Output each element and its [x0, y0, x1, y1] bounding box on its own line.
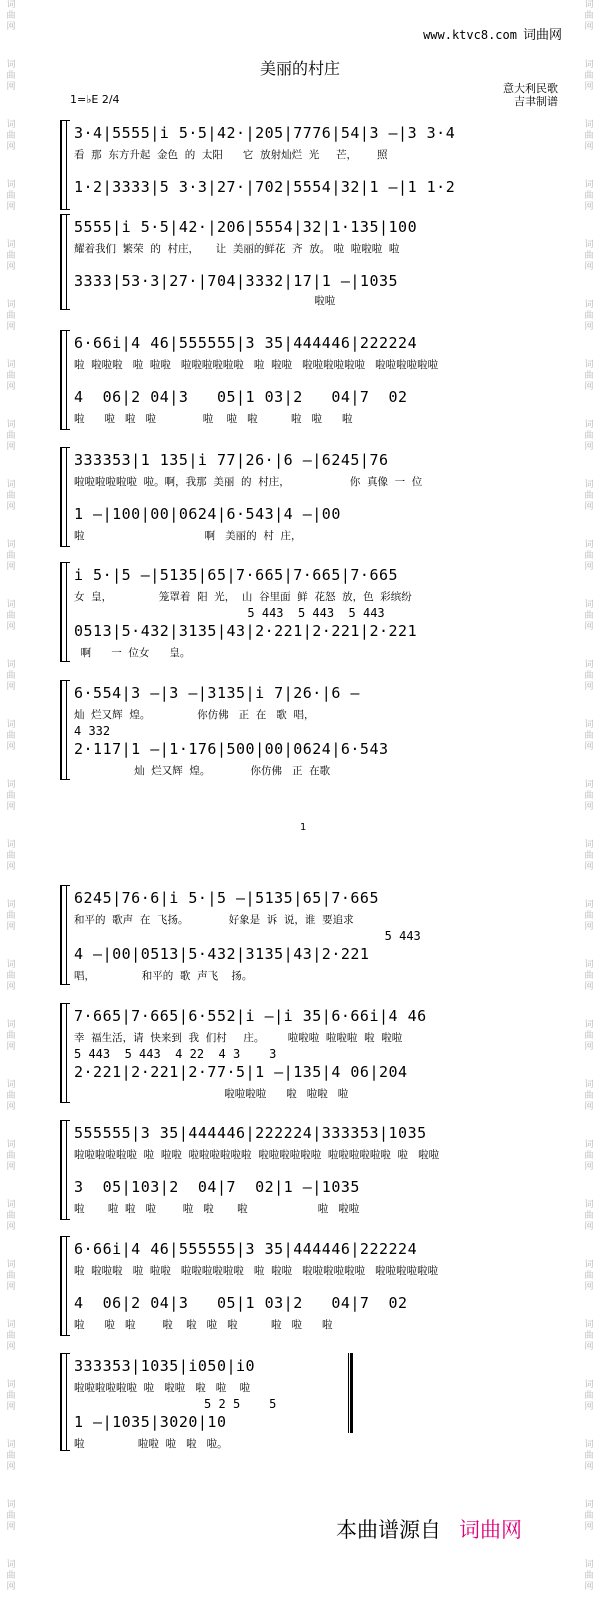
upper-lyrics: 啦啦啦啦啦啦 啦 啦啦 啦 啦 啦 — [74, 1382, 251, 1394]
watermark-text: 词 曲 网 — [6, 1080, 16, 1112]
upper-lyrics: 和平的 歌声 在 飞扬。 好象是 诉 说，谁 要追求 — [74, 914, 354, 926]
watermark-left — [2, 0, 20, 1597]
upper-staff: 333353|1 135|i 77|26·|6 —|6245|76 — [74, 451, 389, 469]
watermark-text: 词 曲 网 — [6, 1200, 16, 1232]
score-system — [60, 1120, 548, 1220]
harmony-notes: 4 332 — [74, 724, 111, 738]
lower-lyrics: 啦 啦 啦 啦 啦 啦 啦 啦 啦 啦 — [74, 413, 353, 425]
watermark-text: 词 曲 网 — [6, 1140, 16, 1172]
score-system — [60, 214, 548, 310]
watermark-text: 词 曲 网 — [6, 720, 16, 752]
watermark-text: 词 曲 网 — [584, 300, 594, 332]
system-line — [66, 1236, 67, 1336]
upper-lyrics: 女 皇， 笼罩着 阳 光， 山 谷里面 鲜 花怒 放，色 彩缤纷 — [74, 591, 412, 603]
watermark-text: 词 曲 网 — [6, 1260, 16, 1292]
system-brace — [60, 885, 69, 985]
watermark-text: 词 曲 网 — [6, 480, 16, 512]
score-system — [60, 1353, 548, 1451]
score-system — [60, 1236, 548, 1336]
watermark-text: 词 曲 网 — [584, 1440, 594, 1472]
watermark-text: 词 曲 网 — [584, 600, 594, 632]
upper-lyrics: 看 那 东方升起 金色 的 太阳 它 放射灿烂 光 芒， 照 — [74, 149, 388, 161]
watermark-text: 词 曲 网 — [584, 720, 594, 752]
score-system — [60, 680, 548, 780]
system-line — [66, 1003, 67, 1103]
watermark-text: 词 曲 网 — [6, 1380, 16, 1412]
upper-staff: 6·554|3 —|3 —|3135|i 7|26·|6 — — [74, 684, 360, 702]
system-brace — [60, 1236, 69, 1336]
harmony-notes: 5 443 5 443 5 443 — [74, 606, 385, 620]
upper-lyrics: 灿 烂又辉 煌。 你仿佛 正 在 歌 唱， — [74, 709, 315, 721]
watermark-text: 词 曲 网 — [6, 1320, 16, 1352]
watermark-text: 词 曲 网 — [6, 0, 16, 32]
harmony-notes: 5 2 5 5 — [74, 1397, 277, 1411]
lower-lyrics: 啦 啊 美丽的 村 庄， — [74, 530, 302, 542]
system-brace — [60, 680, 69, 780]
upper-lyrics: 幸 福生活，请 快来到 我 们村 庄。 啦啦啦 啦啦啦 啦 啦啦 — [74, 1032, 403, 1044]
song-arranger: 吉聿制谱 — [514, 95, 558, 108]
upper-staff: 6·66i|4 46|555555|3 35|444446|222224 — [74, 334, 418, 352]
lower-staff: 3333|53·3|27·|704|3332|17|1 —|1035 — [74, 272, 399, 290]
system-brace — [60, 562, 69, 662]
system-line — [66, 120, 67, 210]
song-title: 美丽的村庄 — [259, 59, 340, 78]
watermark-text: 词 曲 网 — [584, 1560, 594, 1592]
upper-staff: i 5·|5 —|5135|65|7·665|7·665|7·665 — [74, 566, 399, 584]
watermark-text: 词 曲 网 — [584, 540, 594, 572]
watermark-text: 词 曲 网 — [6, 300, 16, 332]
lower-staff: 4 06|2 04|3 05|1 03|2 04|7 02 — [74, 1294, 408, 1312]
page-number: 1 — [300, 822, 307, 833]
score-system — [60, 447, 548, 547]
lower-lyrics: 啦 啦 啦 啦 啦 啦 啦 啦 啦啦 — [74, 1203, 360, 1215]
system-line — [66, 214, 67, 310]
watermark-text: 词 曲 网 — [6, 540, 16, 572]
lower-staff: 2·221|2·221|2·77·5|1 —|135|4 06|204 — [74, 1063, 408, 1081]
final-barline — [348, 1353, 353, 1433]
lower-staff: 2·117|1 —|1·176|500|00|0624|6·543 — [74, 740, 389, 758]
watermark-text: 词 曲 网 — [584, 1260, 594, 1292]
watermark-text: 词 曲 网 — [584, 360, 594, 392]
watermark-text: 词 曲 网 — [6, 660, 16, 692]
upper-lyrics: 啦 啦啦啦 啦 啦啦 啦啦啦啦啦啦 啦 啦啦 啦啦啦啦啦啦 啦啦啦啦啦啦 — [74, 1265, 439, 1277]
score-system — [60, 1003, 548, 1103]
system-line — [66, 447, 67, 547]
watermark-text: 词 曲 网 — [6, 960, 16, 992]
watermark-text: 词 曲 网 — [6, 840, 16, 872]
upper-lyrics: 啦 啦啦啦 啦 啦啦 啦啦啦啦啦啦 啦 啦啦 啦啦啦啦啦啦 啦啦啦啦啦啦 — [74, 359, 439, 371]
watermark-text: 词 曲 网 — [584, 60, 594, 92]
watermark-text: 词 曲 网 — [584, 180, 594, 212]
site-name[interactable]: 词曲网 — [522, 28, 562, 43]
watermark-text: 词 曲 网 — [584, 1080, 594, 1112]
watermark-right — [580, 0, 598, 1597]
system-line — [66, 562, 67, 662]
system-brace — [60, 447, 69, 547]
site-header — [423, 24, 562, 43]
watermark-text: 词 曲 网 — [584, 1140, 594, 1172]
lower-lyrics: 啦 啦 啦 啦 啦 啦 啦 啦 啦 啦 — [74, 1319, 333, 1331]
watermark-text: 词 曲 网 — [6, 1560, 16, 1592]
system-brace — [60, 1003, 69, 1103]
score-system — [60, 120, 548, 210]
watermark-text: 词 曲 网 — [6, 240, 16, 272]
system-line — [66, 1120, 67, 1220]
watermark-text: 词 曲 网 — [6, 420, 16, 452]
upper-lyrics: 耀着我们 繁荣 的 村庄， 让 美丽的鲜花 齐 放。 啦 啦啦啦 啦 — [74, 243, 400, 255]
upper-staff: 555555|3 35|444446|222224|333353|1035 — [74, 1124, 427, 1142]
watermark-text: 词 曲 网 — [584, 240, 594, 272]
lower-lyrics: 唱， 和平的 歌 声飞 扬。 — [74, 970, 253, 982]
site-url[interactable]: www.ktvc8.com — [423, 28, 517, 42]
lower-staff: 1·2|3333|5 3·3|27·|702|5554|32|1 —|1 1·2 — [74, 178, 456, 196]
lower-staff: 1 —|100|00|0624|6·543|4 —|00 — [74, 505, 341, 523]
watermark-text: 词 曲 网 — [584, 780, 594, 812]
system-brace — [60, 1120, 69, 1220]
upper-staff: 333353|1035|i050|i0 — [74, 1357, 256, 1375]
system-line — [66, 680, 67, 780]
lower-lyrics: 啊 一 位女 皇。 — [74, 647, 191, 659]
system-line — [66, 330, 67, 430]
lower-lyrics: 啦啦啦啦 啦 啦啦 啦 — [74, 1088, 349, 1100]
score-system — [60, 562, 548, 662]
watermark-text: 词 曲 网 — [584, 1320, 594, 1352]
watermark-text: 词 曲 网 — [584, 420, 594, 452]
upper-staff: 6245|76·6|i 5·|5 —|5135|65|7·665 — [74, 889, 379, 907]
watermark-text: 词 曲 网 — [584, 1020, 594, 1052]
watermark-text: 词 曲 网 — [584, 1200, 594, 1232]
score-system — [60, 330, 548, 430]
upper-staff: 7·665|7·665|6·552|i —|i 35|6·66i|4 46 — [74, 1007, 427, 1025]
system-brace — [60, 330, 69, 430]
upper-staff: 6·66i|4 46|555555|3 35|444446|222224 — [74, 1240, 418, 1258]
watermark-text: 词 曲 网 — [584, 960, 594, 992]
system-brace — [60, 214, 69, 310]
watermark-text: 词 曲 网 — [6, 780, 16, 812]
lower-staff: 3 05|103|2 04|7 02|1 —|1035 — [74, 1178, 360, 1196]
system-brace — [60, 120, 69, 210]
watermark-text: 词 曲 网 — [6, 1500, 16, 1532]
footer-text: 本曲谱源自 — [336, 1518, 441, 1542]
system-brace — [60, 1353, 69, 1451]
watermark-text: 词 曲 网 — [584, 1500, 594, 1532]
watermark-text: 词 曲 网 — [584, 660, 594, 692]
lower-lyrics: 灿 烂又辉 煌。 你仿佛 正 在歌 — [74, 765, 331, 777]
lower-staff: 0513|5·432|3135|43|2·221|2·221|2·221 — [74, 622, 418, 640]
footer-brand[interactable]: 词曲网 — [459, 1518, 522, 1542]
score-system — [60, 885, 548, 985]
watermark-text: 词 曲 网 — [6, 1440, 16, 1472]
system-line — [66, 885, 67, 985]
watermark-text: 词 曲 网 — [584, 120, 594, 152]
watermark-text: 词 曲 网 — [6, 60, 16, 92]
lower-staff: 4 06|2 04|3 05|1 03|2 04|7 02 — [74, 388, 408, 406]
watermark-text: 词 曲 网 — [584, 1380, 594, 1412]
lower-lyrics: 啦 啦啦 啦 啦 啦。 — [74, 1438, 228, 1450]
system-line — [66, 1353, 67, 1451]
harmony-notes: 5 443 — [74, 929, 421, 943]
watermark-text: 词 曲 网 — [6, 180, 16, 212]
source-footer — [336, 1514, 522, 1544]
upper-staff: 3·4|5555|i 5·5|42·|205|7776|54|3 —|3 3·4 — [74, 124, 456, 142]
watermark-text: 词 曲 网 — [6, 900, 16, 932]
watermark-text: 词 曲 网 — [584, 900, 594, 932]
watermark-text: 词 曲 网 — [6, 1020, 16, 1052]
watermark-text: 词 曲 网 — [584, 840, 594, 872]
song-origin: 意大利民歌 — [503, 82, 558, 95]
watermark-text: 词 曲 网 — [6, 360, 16, 392]
watermark-text: 词 曲 网 — [584, 480, 594, 512]
watermark-text: 词 曲 网 — [6, 120, 16, 152]
upper-lyrics: 啦啦啦啦啦啦 啦。啊，我那 美丽 的 村庄， 你 真像 一 位 — [74, 476, 423, 488]
upper-lyrics: 啦啦啦啦啦啦 啦 啦啦 啦啦啦啦啦啦 啦啦啦啦啦啦 啦啦啦啦啦啦 啦 啦啦 — [74, 1149, 440, 1161]
key-signature: 1=♭E 2/4 — [70, 93, 120, 106]
lower-staff: 4 —|00|0513|5·432|3135|43|2·221 — [74, 945, 370, 963]
harmony-notes: 5 443 5 443 4 22 4 3 3 — [74, 1047, 277, 1061]
lower-lyrics: 啦啦 — [74, 295, 336, 307]
upper-staff: 5555|i 5·5|42·|206|5554|32|1·135|100 — [74, 218, 418, 236]
lower-staff: 1 —|1035|3020|10 — [74, 1413, 227, 1431]
watermark-text: 词 曲 网 — [6, 600, 16, 632]
watermark-text: 词 曲 网 — [584, 0, 594, 32]
